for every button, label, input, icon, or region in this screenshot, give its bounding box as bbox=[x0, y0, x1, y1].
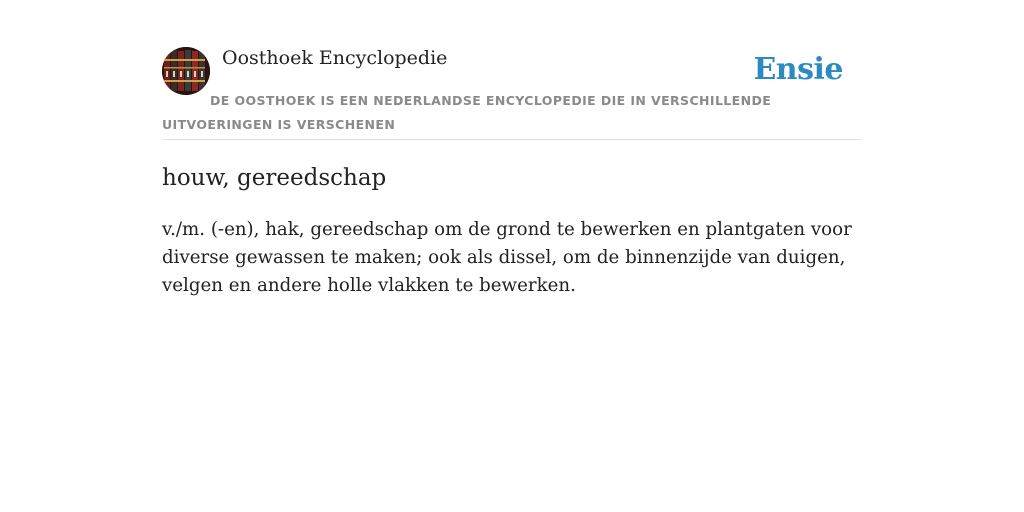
site-title-link[interactable]: Oosthoek Encyclopedie bbox=[222, 47, 448, 69]
site-tagline: DE OOSTHOEK IS EEN NEDERLANDSE ENCYCLOPEDIE DIE IN VERSCHILLENDE UITVOERINGEN IS VERSCHENEN bbox=[162, 93, 772, 132]
entry-title: houw, gereedschap bbox=[162, 165, 387, 191]
entry-definition: v./m. (-en), hak, gereedschap om de grond te bewerken en plantgaten voor diverse gewassen te maken; ook als dissel, om de binnenzijde van duigen, velgen en andere holle vlakken te bewerken. bbox=[162, 219, 852, 296]
header-divider bbox=[162, 139, 862, 140]
page-container bbox=[162, 0, 862, 512]
book-spines-icon[interactable] bbox=[162, 47, 210, 95]
brand-logo-link[interactable]: Ensie bbox=[753, 52, 843, 87]
